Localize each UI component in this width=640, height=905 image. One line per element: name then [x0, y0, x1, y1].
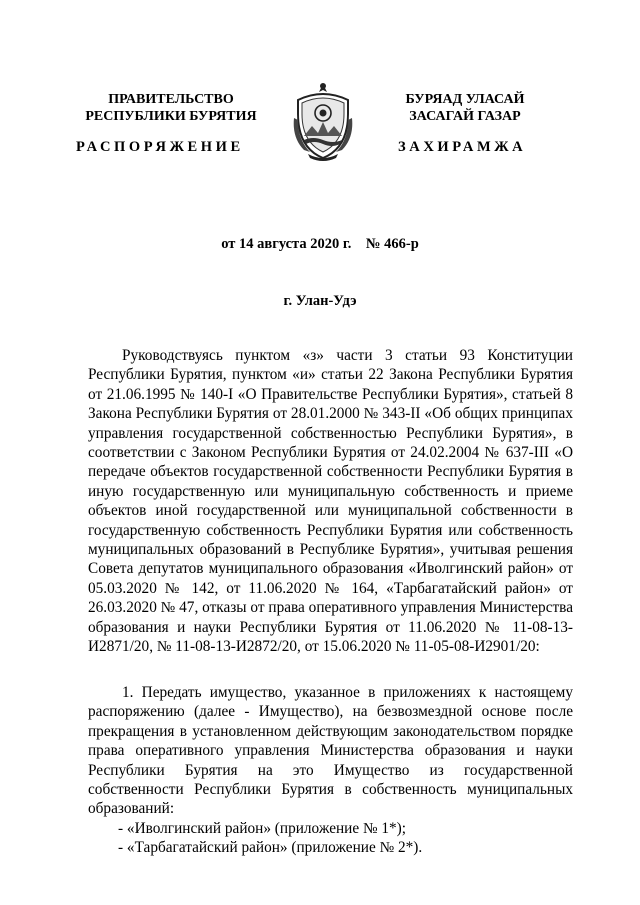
- item-1-paragraph: 1. Передать имущество, указанное в приложениях к настоящему распоряжению (далее - Имущество), на безвозмездной основе после прекращения в установленном действующим законодательством порядке права оперативного управления Министерства образования и науки Республики Бурятия на это Имущество из государственной собственности Республики Бурятия в собственность муниципальных образований:: [88, 684, 573, 818]
- preamble-paragraph: Руководствуясь пунктом «з» части 3 статьи 93 Конституции Республики Бурятия, пунктом «и» статьи 22 Закона Республики Бурятия от 21.06.1995 № 140-I «О Правительстве Республики Бурятия», статьей 8 Закона Республики Бурятия от 28.01.2000 № 343-II «Об общих принципах управления государственной собственностью Республики Бурятия», в соответствии с Законом Республики Бурятия от 24.02.2004 № 637-III «О передаче объектов государственной собственности Республики Бурятия в иную государственную или муниципальную собственность и приеме объектов иной государственной или муниципальной собственности в государственную собственность Республики Бурятия или собственность муниципальных образований в Республике Бурятия», учитывая решения Совета депутатов муниципального образования «Иволгинский район» от 05.03.2020 № 142, от 11.06.2020 № 164, «Тарбагатайский район» от 26.03.2020 № 47, отказы от права оперативного управления Министерства образования и науки Республики Бурятия от 11.06.2020 № 11-08-13-И2871/20, № 11-08-13-И2872/20, от 15.06.2020 № 11-05-08-И2901/20:: [88, 347, 573, 656]
- government-title-bua-line2: ЗАСАГАЙ ГАЗАР: [409, 109, 521, 124]
- preamble-block: [88, 346, 573, 657]
- document-date-number: от 14 августа 2020 г. № 466-р: [221, 236, 419, 252]
- list-item-ivolginsky: - «Иволгинский район» (приложение № 1*);: [118, 819, 407, 837]
- government-title-bua: [380, 91, 550, 125]
- government-title-bua-line1: БУРЯАД УЛАСАЙ: [405, 92, 525, 107]
- government-title-ru-line1: ПРАВИТЕЛЬСТВО: [108, 92, 234, 107]
- government-title-ru-line2: РЕСПУБЛИКИ БУРЯТИЯ: [85, 109, 257, 124]
- document-type-ru: РАСПОРЯЖЕНИЕ: [76, 139, 244, 155]
- republic-of-buryatia-emblem-icon: [290, 78, 356, 162]
- document-city: г. Улан-Удэ: [283, 293, 357, 309]
- government-title-ru: [56, 91, 286, 125]
- item-block: [88, 683, 573, 858]
- document-type-bua: ЗАХИРАМЖА: [398, 139, 527, 155]
- list-item-tarbagatai: - «Тарбагатайский район» (приложение № 2*).: [118, 839, 423, 857]
